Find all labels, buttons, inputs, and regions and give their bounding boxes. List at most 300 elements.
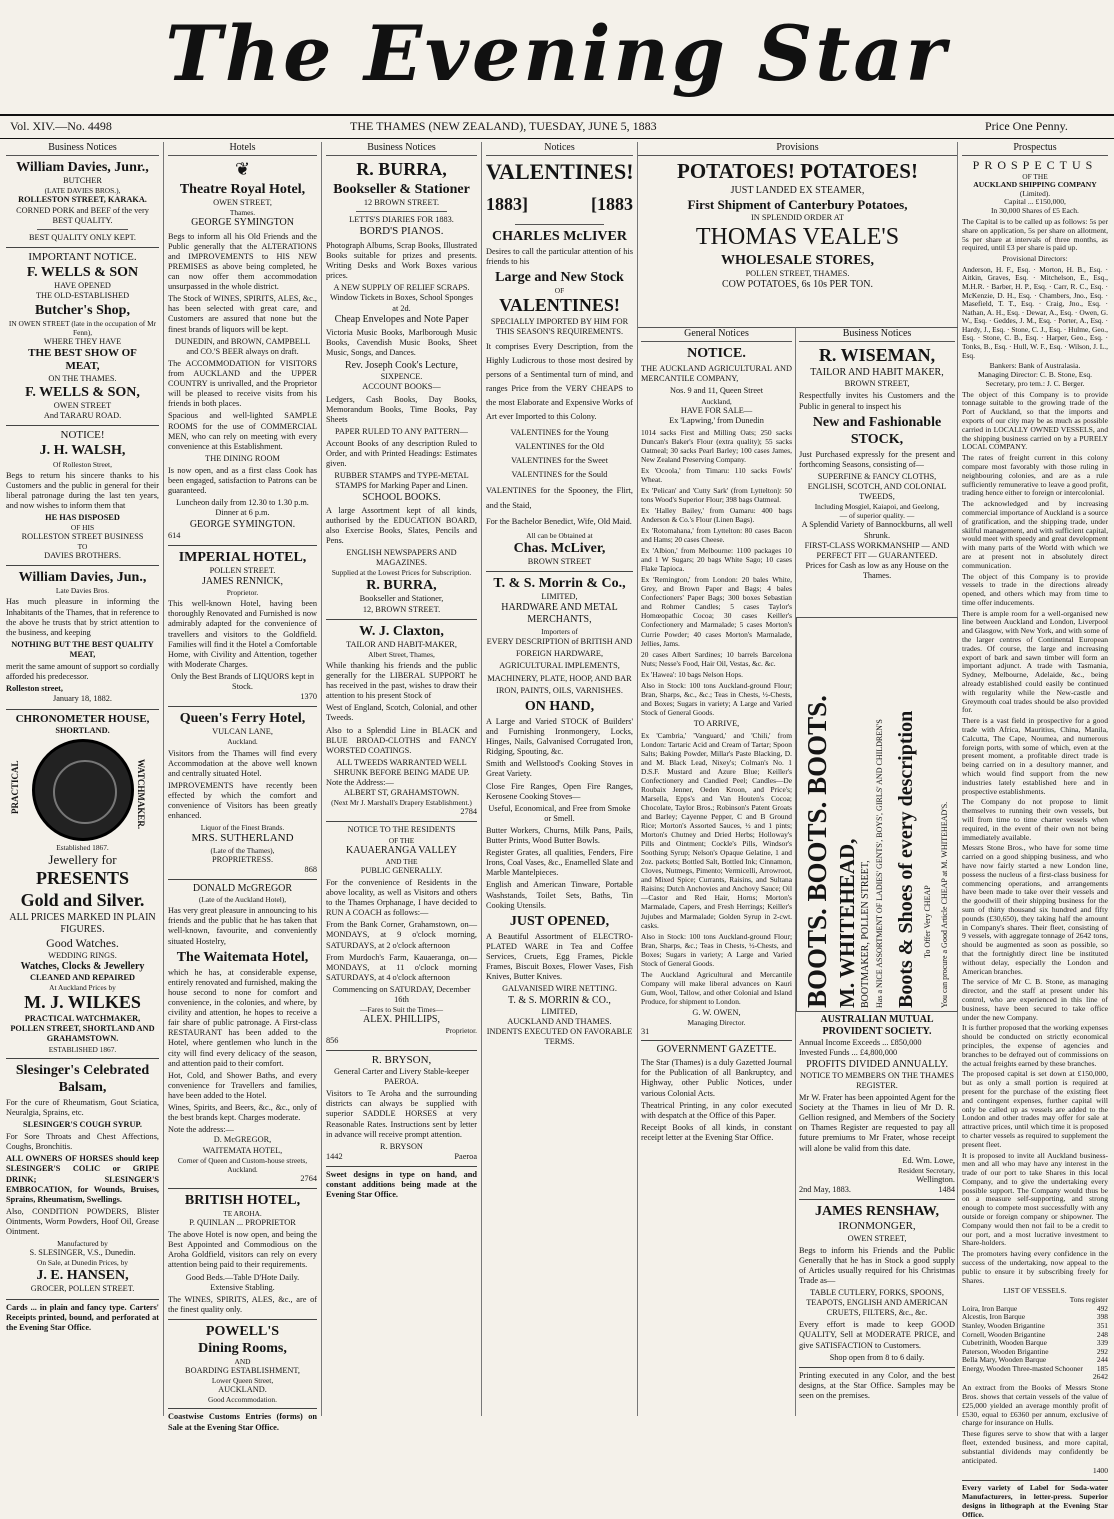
text-col3-a2: Bookseller & Stationer: [333, 182, 470, 198]
ad-potatoes: [638, 159, 957, 291]
text-col1-e9: ALL PRICES MARKED IN PLAIN FIGURES.: [9, 911, 156, 936]
text-col2-a10: THE DINING ROOM: [205, 453, 280, 463]
text-col6-b8: Resident Secretary,: [898, 1165, 955, 1175]
text-col7-a23: The proposed capital is set down at £150,000, but as only a small portion is required at present for the purchase of the existing fleet and contingent expenses, further capital will only be called up as vessels are added to the London and other trades may offer for sale at attractive prices, until which time it is proposed to charter vessels as required to supplement the present fleet.: [962, 1069, 1108, 1149]
column-provisions: [638, 142, 958, 1416]
text-col2-a13: GEORGE SYMINGTON.: [189, 518, 296, 530]
text-col5-a7: POLLEN STREET, THAMES.: [745, 269, 850, 279]
text-col3-c6: For the convenience of Residents in the above locality, as well as Visitors and others to the Thames Orphanage, I have decided to RUN A COACH as follows:—: [326, 877, 477, 918]
text-col2-d6: Hot, Cold, and Shower Baths, and every convenience for Travellers and families, have been added to the Hotel.: [168, 1070, 317, 1101]
text-col1-c5: HE HAS DISPOSED: [45, 512, 120, 522]
text-col1-c7: ROLLESTON STREET BUSINESS: [21, 532, 144, 542]
text-col3-b9: ALBERT ST, GRAHAMSTOWN.: [343, 788, 460, 798]
text-col6-c3: OWEN STREET,: [847, 1233, 907, 1243]
text-col2-d8: Note the address:—: [168, 1125, 234, 1135]
text-col4-b1: T. & S. Morrin & Co.,: [493, 575, 626, 591]
text-col4-b8: Smith and Wellstood's Cooking Stoves in Great Variety.: [486, 759, 633, 779]
text-col3-a4: LETTS'S DIARIES FOR 1883.: [349, 215, 454, 225]
text-col3-a15: PAPER RULED TO ANY PATTERN—: [335, 426, 468, 436]
text-col6-b10: 2nd May, 1883.: [799, 1184, 852, 1194]
text-col5-b14: 20 cases Albert Sardines; 10 barrels Barcelona Nuts; Nesse's Food, Hair Oil, Vestas, &c. &c.: [641, 649, 792, 668]
text-col3-a19: A large Assortment kept of all kinds, authorised by the EDUCATION BOARD, also Exercise Books, Slates, Pencils and Pens.: [326, 505, 477, 546]
text-col7-a11: Managing Director: C. B. Stone, Esq.: [977, 369, 1093, 379]
text-col1-b11: F. WELLS & SON,: [25, 384, 140, 400]
ad-british-hotel: [168, 1192, 317, 1315]
vessel-tons: 292: [1096, 1346, 1108, 1356]
text-col6-v1: BOOTS. BOOTS. BOOTS.: [802, 695, 832, 1008]
vessel-tons: 248: [1096, 1329, 1108, 1339]
ad-davies-jun: [6, 569, 159, 704]
vessel-name: Cubetrinith, Wooden Barque: [962, 1338, 1047, 1348]
text-col3-d1: R. BRYSON,: [371, 1053, 432, 1066]
text-col3-d4: Visitors to Te Aroha and the surrounding districts can always be supplied with superior SADDLE HORSES at very Reasonable Rates. Instructions sent by letter in advance will receive prompt attention.: [326, 1089, 477, 1139]
text-col2-c1: Queen's Ferry Hotel,: [179, 711, 306, 727]
text-col3-d5: R. BRYSON: [380, 1141, 423, 1151]
text-col6-b9: Wellington.: [916, 1174, 955, 1184]
text-col5-b19: Also in Stock: 100 tons Auckland-ground Flour; Bran, Sharps, &c.; Teas in Chests, ½-Chests, and Boxes; Sugars in variety; A Large and Varied Stock of General Goods.: [641, 931, 792, 968]
ad-waitemata-hotel: [168, 883, 317, 1184]
text-col3-b5: West of England, Scotch, Colonial, and other Tweeds.: [326, 703, 477, 723]
text-col3-b4: While thanking his friends and the public generally for the LIBERAL SUPPORT he has received in the past, wishes to draw their attention to his present Stock of: [326, 660, 477, 701]
text-col1-d7: January 18, 1882.: [53, 694, 112, 704]
text-col5-a2: JUST LANDED EX STEAMER,: [730, 184, 865, 196]
text-col6-c5: TABLE CUTLERY, FORKS, SPOONS, TEAPOTS, ENGLISH AND AMERICAN CRUETS, FILTERS, &c., &c.: [806, 1288, 948, 1318]
text-col1-a2: BUTCHER: [63, 176, 102, 186]
text-col1-b13: And TARARU ROAD.: [43, 410, 122, 420]
text-col7-a1: PROSPECTUS: [972, 157, 1098, 172]
text-col1-d3: Has much pleasure in informing the Inhabitants of the Thames, that in reference to the above he trusts that by strict attention to the business, and keeping: [6, 597, 159, 637]
text-col1-b9: MEAT,: [65, 360, 100, 373]
text-col2-b1: IMPERIAL HOTEL,: [178, 549, 307, 565]
text-col1-e16: PRACTICAL WATCHMAKER,: [24, 1014, 141, 1024]
text-col6-b5: NOTICE TO MEMBERS ON THE THAMES REGISTER.: [799, 1070, 955, 1090]
text-col1-c1: NOTICE!: [60, 429, 105, 442]
text-col5-c4: Receipt Books of all kinds, in constant receipt letter at the Evening Star Office.: [641, 1122, 792, 1143]
text-col7-a8: Provisional Directors:: [1002, 254, 1068, 264]
text-col2-b4: Proprietor.: [226, 588, 259, 598]
section-header: Business Notices: [326, 142, 477, 156]
text-col2-c4: Visitors from the Thames will find every Accommodation at the above well known and centrally situated Hotel.: [168, 748, 317, 778]
text-col3-b8: Note the Address:—: [326, 778, 394, 788]
text-col5-b16: Also in Stock: 100 tons Auckland-ground Flour; Bran, Sharps, &c., &c.; Teas in Chests, ½-Chests, and Boxes; Sugars in variety; A Large and Varied Stock of General Goods.: [641, 680, 792, 717]
text-col7-a17: There is ample room for a well-organised new line between Auckland and London, Liverpool and Glasgow, with New York, and with some of the larger centres of Continental European trades. Of course, the large and increasing export of bark and sawn timber will form an important adjunct. A trade with Tasmania, Sydney, Melbourne, Adelaide, &c., being already established could easily be continued with regularity while the New-castle and Greymouth coal trades should be also provided for.: [962, 608, 1108, 715]
text-col2-c9: PROPRIETRESS.: [211, 854, 274, 864]
text-col1-e10: Good Watches.: [46, 936, 119, 951]
text-col3-a10: Victoria Music Books, Marlborough Music Books, Cavendish Music Books, Sheet Music, Songs, and Dances.: [326, 327, 477, 358]
text-col3-a22: R. BURRA,: [366, 578, 437, 594]
watch-illustration: [32, 739, 134, 841]
ad-valentines: [486, 159, 633, 567]
text-col3-a20: ENGLISH NEWSPAPERS AND MAGAZINES.: [346, 548, 457, 568]
text-col6-c7: Shop open from 8 to 6 daily.: [829, 1352, 925, 1362]
text-col1-f4: For Sore Throats and Chest Affections, Coughs, Bronchitis.: [6, 1132, 159, 1152]
text-col5-b21: G. W. OWEN,: [692, 1007, 741, 1017]
text-col1-c3: Of Rolleston Street,: [53, 459, 112, 469]
text-col1-e5: Established 1867.: [56, 843, 109, 853]
dateline-bar: [0, 114, 1114, 139]
section-header: General Notices: [641, 328, 792, 342]
text-col1-b4: THE OLD-ESTABLISHED: [35, 291, 130, 301]
subcolumn-business-notices-lower: [796, 1014, 958, 1416]
text-col5-b23: 31: [641, 1026, 650, 1036]
text-col2-b2: POLLEN STREET.: [209, 565, 276, 575]
text-col4-a5: Desires to call the particular attention of his friends to his: [486, 247, 633, 267]
text-col5-b8: Ex 'Ocoola,' from Timaru: 110 sacks Fowls' Wheat.: [641, 465, 792, 484]
ad-william-davies: [6, 159, 159, 243]
text-col2-c8: (Late of the Thames),: [210, 845, 275, 855]
text-col7-b6: 1400: [1092, 1466, 1108, 1476]
text-col1-b12: OWEN STREET: [53, 400, 112, 410]
text-col6-b11: 1484: [938, 1184, 955, 1194]
text-col2-a7: DUNEDIN, and BROWN, CAMPBELL and CO.'S BEER always on draft.: [174, 336, 311, 356]
text-col2-e2: TE AROHA.: [223, 1208, 262, 1218]
column-2: [164, 142, 322, 1432]
text-col4-b18: LIMITED,: [541, 1006, 578, 1016]
text-col3-b11: 2784: [460, 807, 477, 817]
text-col3-c2: OF THE: [388, 835, 415, 845]
text-col7-b1: LIST OF VESSELS.: [1003, 1286, 1067, 1296]
text-col3-a3: 12 BROWN STREET.: [363, 198, 440, 208]
text-col4-b13: English and American Tinware, Portable Washstands, Toilet Sets, Baths, Tin Cooking Utensils.: [486, 880, 633, 910]
text-col7-a12: Secretary, pro tem.: J. C. Berger.: [985, 378, 1085, 388]
text-col5-b5: HAVE FOR SALE—: [680, 405, 753, 415]
text-col1-d5: merit the same amount of support so cordially afforded his predecessor.: [6, 662, 159, 682]
text-col2-e6: Extensive Stabling.: [210, 1282, 275, 1292]
text-col6-a7: SUPERFINE & FANCY CLOTHS,: [817, 472, 937, 482]
text-col3-c10: —Fares to Suit the Times—: [360, 1005, 443, 1015]
vessel-name: Bella Mary, Wooden Barque: [962, 1355, 1047, 1365]
vessel-name: Cornell, Wooden Brigantine: [962, 1329, 1046, 1339]
text-col3-a7: A NEW SUPPLY OF RELIEF SCRAPS.: [333, 283, 470, 293]
text-col5-b1: NOTICE.: [687, 346, 746, 362]
vessel-tons: 351: [1096, 1320, 1108, 1330]
text-col3-c12: Proprietor.: [445, 1026, 477, 1036]
text-col2-b5: This well-known Hotel, having been thoroughly Renovated and Furnished is now admirably adapted for the convenience of travellers and visitors to the Goldfield. Families will find it the Hotel a Comfortable Home, with Civility and Attention, together with Moderate Charges.: [168, 599, 317, 669]
ad-printing: Printing executed in any Color, and the best designs, at the Star Office. Samples may be seen on the premises.: [799, 1370, 955, 1401]
text-col3-a6: Photograph Albums, Scrap Books, Illustrated Books suitable for prizes and presents. Writing Desks and Work Boxes various prices.: [326, 240, 477, 281]
text-col4-b2: LIMITED,: [541, 592, 578, 602]
vessel-name: Paterson, Wooden Brigantine: [962, 1346, 1049, 1356]
ad-auckland-shipping-prospectus: [962, 159, 1108, 1477]
text-col2-a14: 614: [168, 530, 181, 540]
text-col2-c5: IMPROVEMENTS have recently been effected by which the comfort and convenience of Visitors has been greatly enhanced.: [168, 780, 317, 821]
vessel-tons: 398: [1096, 1312, 1108, 1322]
text-col2-a9: Spacious and well-lighted SAMPLE ROOMS for the use of COMMERCIAL MEN, who can rely on meeting with every convenience at this Establishment.: [168, 411, 317, 451]
text-col5-b20: The Auckland Agricultural and Mercantile Company will make liberal advances on Kauri Gum, Wool, Tallow, and other Colonial and Island Produce, for shipment to London.: [641, 969, 792, 1006]
text-col4-a7: OF: [554, 286, 565, 296]
text-col6-a3: BROWN STREET,: [844, 379, 910, 389]
text-col4-b10: Useful, Economical, and Free from Smoke or Smell.: [488, 803, 631, 823]
text-col5-a1: POTATOES! POTATOES!: [677, 159, 918, 184]
text-col1-f9: On Sale, at Dunedin Prices, by: [37, 1258, 128, 1268]
text-col4-b6: ON HAND,: [524, 698, 595, 714]
section-header: Business Notices: [6, 142, 159, 156]
text-col1-c2: J. H. WALSH,: [39, 443, 126, 459]
ad-kauaeranga-coach: [326, 825, 477, 1045]
text-col3-b2: TAILOR AND HABIT-MAKER,: [346, 639, 457, 649]
text-col2-a3: Thames.: [229, 208, 256, 218]
text-col5-c3: Theatrical Printing, in any color executed with despatch at the Office of this Paper.: [641, 1100, 792, 1120]
text-col1-a5: CORNED PORK and BEEF of the very BEST QUALITY.: [16, 205, 149, 225]
text-col3-d7: Paeroa: [454, 1151, 477, 1161]
text-col3-b6: Also to a Splendid Line in BLACK and BLUE BROAD-CLOTHS and FANCY WORSTED COATINGS.: [326, 725, 477, 755]
text-col3-a5: BORD'S PIANOS.: [359, 225, 444, 238]
newspaper-title: The Evening Star: [165, 9, 949, 98]
text-col2-e3: P. QUINLAN ... PROPRIETOR: [189, 1217, 296, 1227]
text-col4-a18: Chas. McLiver,: [513, 540, 606, 556]
text-col6-b3: Invested Funds ... £4,800,000: [799, 1048, 898, 1058]
text-col4-a8: VALENTINES!: [499, 295, 620, 316]
ad-walsh-notice: [6, 429, 159, 561]
text-col5-b12: Ex 'Albion,' from Melbourne: 1100 packages 10 and 1 W Sugars; 20 bags White Sago; 10 cases Flake Tapioca.: [641, 546, 792, 574]
text-col1-d6: Rolleston street,: [6, 684, 63, 694]
text-col4-b14: JUST OPENED,: [509, 913, 610, 929]
text-col1-e12: Watches, Clocks & Jewellery: [20, 960, 145, 972]
text-col3-a9: Cheap Envelopes and Note Paper: [334, 313, 469, 325]
section-header: Notices: [486, 142, 633, 156]
text-col2-a6: The Stock of WINES, SPIRITS, ALES, &c., has been selected with great care, and Customers are assured that none but the finest brands of liquors will be kept.: [168, 294, 317, 334]
text-col1-e1: CHRONOMETER HOUSE,: [15, 712, 150, 725]
ad-slesinger-balsam: [6, 1062, 159, 1295]
text-col2-a8: The ACCOMMODATION for VISITORS from AUCKLAND and the UPPER COUNTRY is unrivalled, and the Proprietor will be pleased to receive visits from his friends in both places.: [168, 358, 317, 409]
text-col4-b17: T. & S. MORRIN & CO.,: [508, 994, 611, 1006]
text-col2-e7: The WINES, SPIRITS, ALES, &c., are of the finest quality only.: [168, 1294, 317, 1314]
vessels-table: [962, 1305, 1108, 1374]
text-col6-a4: Respectfully invites his Customers and the Public in general to inspect his: [799, 391, 955, 411]
text-col2-a2: OWEN STREET,: [213, 198, 272, 208]
text-col6-b2: Annual Income Exceeds ... £850,000: [799, 1038, 922, 1048]
text-col1-b7: WHERE THEY HAVE: [43, 336, 122, 346]
text-col7-a14: The rates of freight current in this colony compare most favorably with those ruling in neighbouring colonies, and are as a rule sufficiently remunerative to leave a good profit, trading hence either to foreign or intercolonial.: [962, 453, 1108, 498]
text-col3-a18: SCHOOL BOOKS.: [362, 491, 441, 503]
text-col5-b2: THE AUCKLAND AGRICULTURAL AND MERCANTILE COMPANY,: [641, 364, 792, 384]
text-col7-b4: An extract from the Books of Messrs Stone Bros. shows that certain vessels of the value of £25,000 yielded an average monthly profit of £530, equal to £6360 per annum, exclusive of charge for insurance on Hulls.: [962, 1383, 1108, 1428]
text-col2-d9: D. McGREGOR,: [213, 1135, 272, 1145]
text-col1-e13: CLEANED AND REPAIRED: [30, 973, 135, 983]
column-1: [2, 142, 164, 1416]
text-col7-a13: The object of this Company is to provide tonnage suitable to the growing trade of the Port of Auckland, so that the imports and exports of our city may be as much as possible carried in LOCALLY OWNED VESSELS, and the shipping business carried on by a PURELY LOCAL COMPANY.: [962, 389, 1108, 452]
text-col4-a16: For the Bachelor Benedict, Wife, Old Maid.: [486, 516, 632, 526]
text-col7-b2: Tons register: [1069, 1295, 1108, 1305]
text-col2-f3: AND: [234, 1357, 251, 1367]
text-col6-a8: ENGLISH, SCOTCH, AND COLONIAL TWEEDS,: [807, 482, 947, 502]
text-col4-b7: A Large and Varied STOCK of Builders' and Furnishing Ironmongery, Locks, Hinges, Nails, Galvanised Corrugated Iron, Ridging, Spouting, &c.: [486, 716, 633, 757]
text-col6-a9: Including Mosgiel, Kaiapoi, and Geelong,: [814, 502, 940, 512]
text-col1-a3: (LATE DAVIES BROS.),: [44, 186, 121, 196]
text-col3-d3: PAEROA.: [384, 1077, 419, 1087]
ad-wells-son: [6, 251, 159, 421]
text-col1-b8: THE BEST SHOW OF: [28, 346, 137, 359]
text-col6-a13: Prices for Cash as low as any House on the Thames.: [805, 560, 949, 580]
text-col5-b7: 1014 sacks First and Milling Oats; 250 sacks Duncan's Baker's Flour (extra quality); 55 sacks Oatmeal; 30 sacks Pearl Barley; 100 cases James, New Zealand Preserving Company.: [641, 427, 792, 464]
ad-customs-entries: Coastwise Customs Entries (forms) on Sale at the Evening Star Office.: [168, 1412, 317, 1432]
dateline: THE THAMES (NEW ZEALAND), TUESDAY, JUNE 5, 1883: [350, 119, 657, 133]
text-col3-c4: AND THE: [385, 856, 418, 866]
ad-wilkes-watchmaker: [6, 713, 159, 1054]
text-col2-d3: Has very great pleasure in announcing to his friends and the public that he has taken that well-known, favourite, and conveniently situated Hostelry,: [168, 906, 317, 946]
text-col1-f6: Also, CONDITION POWDERS, Blister Ointments, Worm Powders, Hoof Oil, Grease Ointment.: [6, 1206, 159, 1237]
text-col7-a18: There is a vast field in prospective for a good trade with Africa, Mauritius, China, Manila, Calcutta, The Cape, Noumea, and numerous foreign ports, with some of which, even at the present moment, a profitable direct trade is being carried on in a desultory manner, and which would find support from the new industries lately established here and in prospective establishments.: [962, 716, 1108, 796]
text-col2-f2: Dining Rooms,: [198, 1341, 287, 1357]
text-col3-c8: From Murdoch's Farm, Kauaeranga, on—MONDAYS, at 11 o'clock morning SATURDAYS, at 4 o'clock afternoon: [326, 952, 477, 982]
text-col4-a4: CHARLES McLIVER: [492, 228, 627, 244]
text-col1-e7: PRESENTS: [35, 867, 130, 888]
text-col2-b3: JAMES RENNICK,: [201, 575, 284, 587]
text-col3-b10: (Next Mr J. Marshall's Drapery Establishment.): [331, 798, 472, 808]
text-col7-a21: The service of Mr C. B. Stone, as managing director, and the staff at present under his control, who are experienced in this line of business, have been secured to take office under the new Company.: [962, 977, 1108, 1022]
text-col6-v6: To Offer Very CHEAP: [923, 885, 932, 958]
text-col6-b7: Ed. Wm. Lowe,: [902, 1155, 955, 1165]
text-col4-a11: VALENTINES for the Young: [510, 428, 609, 438]
text-col3-a14: Ledgers, Cash Books, Day Books, Memorandum Books, Time Books, Pay Sheets: [326, 394, 477, 424]
text-col3-c9: Commencing on SATURDAY, December 16th: [332, 985, 471, 1005]
text-col6-v2: M. WHITEHEAD,: [835, 838, 859, 1008]
vessel-name: Loira, Iron Barque: [962, 1303, 1018, 1313]
column-4: [482, 142, 638, 1416]
text-col3-a16: Account Books of any description Ruled to Order, and with Printed Headings: Estimates given.: [326, 438, 477, 469]
text-col5-b6: Ex 'Lapwing,' from Dunedin: [669, 415, 764, 425]
text-col1-e18: ESTABLISHED 1867.: [48, 1044, 117, 1054]
text-col4-a15: VALENTINES for the Spooney, the Flirt, and the Staid,: [486, 486, 633, 510]
text-col6-b1: AUSTRALIAN MUTUAL PROVIDENT SOCIETY.: [820, 1014, 934, 1038]
section-header: Business Notices: [799, 328, 955, 342]
price: Price One Penny.: [985, 119, 1068, 133]
section-header: Provisions: [638, 142, 957, 156]
text-col1-d1: William Davies, Jun.,: [18, 570, 147, 586]
text-col2-a4: GEORGE SYMINGTON: [191, 217, 294, 229]
text-col6-v5: Boots & Shoes of every description: [895, 710, 917, 1008]
text-col6-a2: TAILOR AND HABIT MAKER,: [810, 367, 944, 379]
text-col2-c3: Auckland.: [227, 737, 258, 747]
decorative-ornament: ❦: [234, 159, 251, 180]
text-col1-e15: M. J. WILKES: [24, 992, 141, 1013]
text-col3-c11: ALEX. PHILLIPS,: [363, 1014, 440, 1026]
text-col3-d6: 1442: [326, 1151, 343, 1161]
text-col6-c2: IRONMONGER,: [838, 1220, 916, 1233]
text-col5-b4: Auckland,: [701, 396, 732, 406]
text-col1-b1: IMPORTANT NOTICE.: [28, 250, 137, 263]
text-col4-b3: HARDWARE AND METAL MERCHANTS,: [501, 602, 618, 626]
vessel-tons: 185: [1096, 1363, 1108, 1373]
text-col2-c2: VULCAN LANE,: [212, 727, 273, 737]
text-col3-a8: Window Tickets in Boxes, School Sponges at 2d.: [329, 293, 474, 313]
text-col6-a5: New and Fashionable STOCK,: [812, 414, 942, 447]
text-col2-c6: Liquor of the Finest Brands.: [200, 823, 285, 833]
text-col2-d12: 2764: [300, 1173, 317, 1183]
text-col6-v7: You can procure a Good Article CHEAP at M. WHITEHEAD'S.: [940, 801, 949, 1008]
vessel-tons: 339: [1096, 1338, 1108, 1348]
text-col3-a23: Bookseller and Stationer,: [359, 594, 444, 604]
column-prospectus: [958, 142, 1112, 1519]
text-col1-a1: William Davies, Junr.,: [16, 160, 149, 176]
text-col1-f10: J. E. HANSEN,: [36, 1268, 129, 1284]
text-col7-b5: These figures serve to show that with a larger fleet, extended business, and more capital, substantial dividends may confidently be anticipated.: [962, 1429, 1108, 1465]
text-col4-a13: VALENTINES for the Sweet: [511, 456, 608, 466]
vessel-name: Alcestis, Iron Barque: [962, 1312, 1026, 1322]
text-col2-a1: Theatre Royal Hotel,: [179, 182, 306, 198]
text-col2-f5: Lower Queen Street,: [211, 1376, 274, 1386]
text-col1-b10: ON THE THAMES.: [48, 373, 117, 383]
text-col5-b17: TO ARRIVE,: [693, 718, 740, 728]
ad-powells-dining: [168, 1323, 317, 1404]
text-col2-b7: 1370: [300, 692, 317, 702]
text-col2-e4: The above Hotel is now open, and being the Best Appointed and Commodious on the Aroha Goldfield, visitors can rely on every attention being paid to their requirements.: [168, 1230, 317, 1270]
text-col4-b12: Register Grates, all qualities, Fenders, Fire Irons, Coal Vases, &c., Enamelled Slate and Marble Mantelpieces.: [486, 848, 633, 878]
text-col2-d2: (Late of the Auckland Hotel),: [198, 895, 287, 905]
section-header: Prospectus: [962, 142, 1108, 156]
text-col1-d2: Late Davies Bros.: [55, 586, 110, 596]
vessel-name: Stanley, Wooden Brigantine: [962, 1320, 1045, 1330]
vessel-name: Energy, Wooden Three-masted Schooner: [962, 1363, 1083, 1373]
text-col4-a3: [1883: [591, 194, 633, 215]
text-col3-a1: R. BURRA,: [356, 159, 447, 180]
text-col6-b6: Mr W. Frater has been appointed Agent for the Society at the Thames in lieu of Mr D. R. Gellion resigned, and Members of the Society on Thames Register are requested to pay all future premiums to Mr Frater, whose receipt will alone be valid from this date.: [799, 1093, 955, 1153]
text-col2-a12: Luncheon daily from 12.30 to 1.30 p.m. Dinner at 6 p.m.: [176, 498, 309, 518]
text-col5-b11: Ex 'Rotomahana,' from Lyttelton: 80 cases Bacon and Hams; 20 cases Cheese.: [641, 526, 792, 545]
ad-cards: Cards ... in plain and fancy type. Carters' Receipts printed, bound, and perforated at the Evening Star Office.: [6, 1302, 159, 1332]
text-col1-e17: POLLEN STREET, SHORTLAND AND GRAHAMSTOWN.: [10, 1024, 155, 1044]
text-col1-e2: SHORTLAND.: [55, 725, 110, 735]
text-col4-b4: Importers of: [541, 626, 578, 636]
text-col4-b11: Butter Workers, Churns, Milk Pans, Pails, Butter Prints, Wood Butter Bowls.: [486, 825, 633, 846]
text-col1-f3: SLESINGER'S COUGH SYRUP.: [23, 1120, 142, 1129]
text-col5-b22: Managing Director.: [687, 1017, 746, 1027]
table-row: [962, 1365, 1108, 1374]
text-col6-c6: Every effort is made to keep GOOD QUALITY, Sell at MODERATE PRICE, and give SATISFACTION to Customers.: [799, 1320, 955, 1350]
text-col7-a10: Bankers: Bank of Australasia.: [989, 361, 1081, 371]
text-col1-b3: HAVE OPENED: [54, 281, 111, 291]
text-col4-b16: GALVANISED WIRE NETTING.: [502, 984, 617, 994]
text-col4-a1: VALENTINES!: [486, 159, 634, 185]
ad-morrin-hardware: [486, 575, 633, 1047]
ad-imperial-hotel: [168, 549, 317, 703]
text-col1-f1: Slesinger's Celebrated Balsam,: [15, 1062, 150, 1095]
text-col7-a19: The Company do not propose to limit themselves to running their own vessels, but will from time to time charter vessels when required, in the event of their own not being immediately available.: [962, 797, 1108, 842]
ad-claxton-tailor: [326, 623, 477, 818]
section-header: Hotels: [168, 142, 317, 156]
text-col4-a2: 1883]: [486, 194, 528, 215]
masthead: [0, 0, 1114, 115]
text-col1-a6: BEST QUALITY ONLY KEPT.: [28, 232, 137, 242]
text-col1-f5: ALL OWNERS OF HORSES should keep SLESINGER'S COLIC or GRIPE DRINK; SLESINGER'S EMBROCATION, for Wounds, Bruises, Sprains, Rheumatism, Swellings.: [6, 1154, 159, 1204]
text-col2-d1: DONALD McGREGOR: [192, 882, 293, 894]
ad-sweet-designs: Sweet designs in type on hand, and constant additions being made at the Evening Star Office.: [326, 1170, 477, 1200]
text-col7-a9: Anderson, H. F., Esq. · Morton, H. B., Esq. · Aitkin, Graves, Esq. · Mitchelson, E., Esq., M.H.R. · Barber, H. P., Esq. · Carr, R. C., Esq. · McKenzie, D. H., Esq. · Chambers, Jno., Esq. · Masefield, T. T., Esq. · Craig, Jno., Esq. · Nathan, A. H., Esq. · Dewar, A., Esq. · Owen, G. W., Esq. · Geddes, J. M., Esq. · Porter, A., Esq. · Hardy, J., Esq. · Stone, C. J., Esq. · Hulme, Geo., Esq. · Stone, C. B., Esq. · Harper, Geo., Esq. · Tonks, B., Esq. · Hull, W. F., Esq. · Wilson, J. L., Esq.: [962, 264, 1108, 360]
text-col1-b5: Butcher's Shop,: [35, 302, 130, 318]
text-col5-b10: Ex 'Halley Bailey,' from Oamaru: 400 bags Anderson & Co.'s Flour (Linen Bags).: [641, 506, 792, 525]
text-col3-b3: Albert Street, Thames,: [368, 649, 435, 659]
text-col5-a8: COW POTATOES, 6s 10s PER TON.: [722, 279, 873, 291]
ad-whitehead-boots: [796, 617, 958, 1012]
text-col3-a13: ACCOUNT BOOKS—: [362, 382, 441, 392]
ad-queens-ferry: [168, 710, 317, 875]
text-col2-f4: BOARDING ESTABLISHMENT,: [185, 1366, 300, 1376]
vessel-tons: 244: [1096, 1355, 1108, 1365]
text-col7-a22: It is further proposed that the working expenses should be conducted on strictly economical principles, the expense of agencies and branches to be defrayed out of commissions on the actual freights earned by these branches.: [962, 1023, 1108, 1068]
text-col7-a15: The acknowledged and by increasing commercial importance of Auckland is a source of gratification, and the shipping trade, under skilful management, and with sufficient capital, would meet with speedy and great development with many parts of the World with which we are at present not in absolutely direct communication.: [962, 499, 1108, 570]
text-col2-d4: The Waitemata Hotel,: [176, 949, 309, 965]
text-col2-e1: BRITISH HOTEL,: [184, 1192, 301, 1208]
text-col5-b15: Ex 'Hawea': 10 bags Nelson Hops.: [641, 669, 744, 679]
text-col3-a12: SIXPENCE.: [380, 372, 423, 382]
text-col1-e6: Jewellery for: [48, 852, 117, 868]
text-col1-a4: ROLLESTON STREET, KARAKA.: [18, 195, 147, 205]
text-col5-b18: Ex 'Cambria,' 'Vanguard,' and 'Chili,' from London: Tartaric Acid and Cream of Tartar; Spoon Salts; Baking Powder, Millar's Paste Blacking, D. and M. Black Lead, Nixey's; Colman's No. 1 D.S.F. Mustard and Azure Blue; Keiller's Confectionery and Candied Peel; Candles—De Roubaix Jenner, Oeden Kroon, and Price's; Marsella, Epps's and Van Houten's Cocoa; Chocolate, Taylor Bros.; Robinson's Patent Groats and Barley; Cayenne Pepper, C and B Ground Rice; Morton's Assorted Sauces, ½ and 1 pints; Morton's Chutney and Dried Herbs; Holloway's Pills and Ointment; Cockle's Pills, Windsor's Soothing Syrup; Nelson's Opaque Gelatine, 1 and 2oz. packets; Bottled Salt, Bottled Ink; Cinnamon, Cloves, Nutmegs, Pimento; Vermicelli, Arrowroot, and Mixed Spice; Currants, Raisins, and Sultana Raisins; Dutch Anchovies and Anchovy Sauce; Oil—Castor and Red Hair, Horns; Morton's Marmalade, Capers, and Fresh Herrings; Keiller's Jujubes and Marmalade; Golden Syrup in 2-cwt. casks.: [641, 730, 792, 930]
text-col7-b3: 2642: [1092, 1372, 1108, 1382]
subcolumn-general-notices: [638, 327, 796, 1416]
text-col7-a2: OF THE: [1022, 171, 1048, 181]
text-col3-b1: W. J. Claxton,: [359, 623, 444, 639]
